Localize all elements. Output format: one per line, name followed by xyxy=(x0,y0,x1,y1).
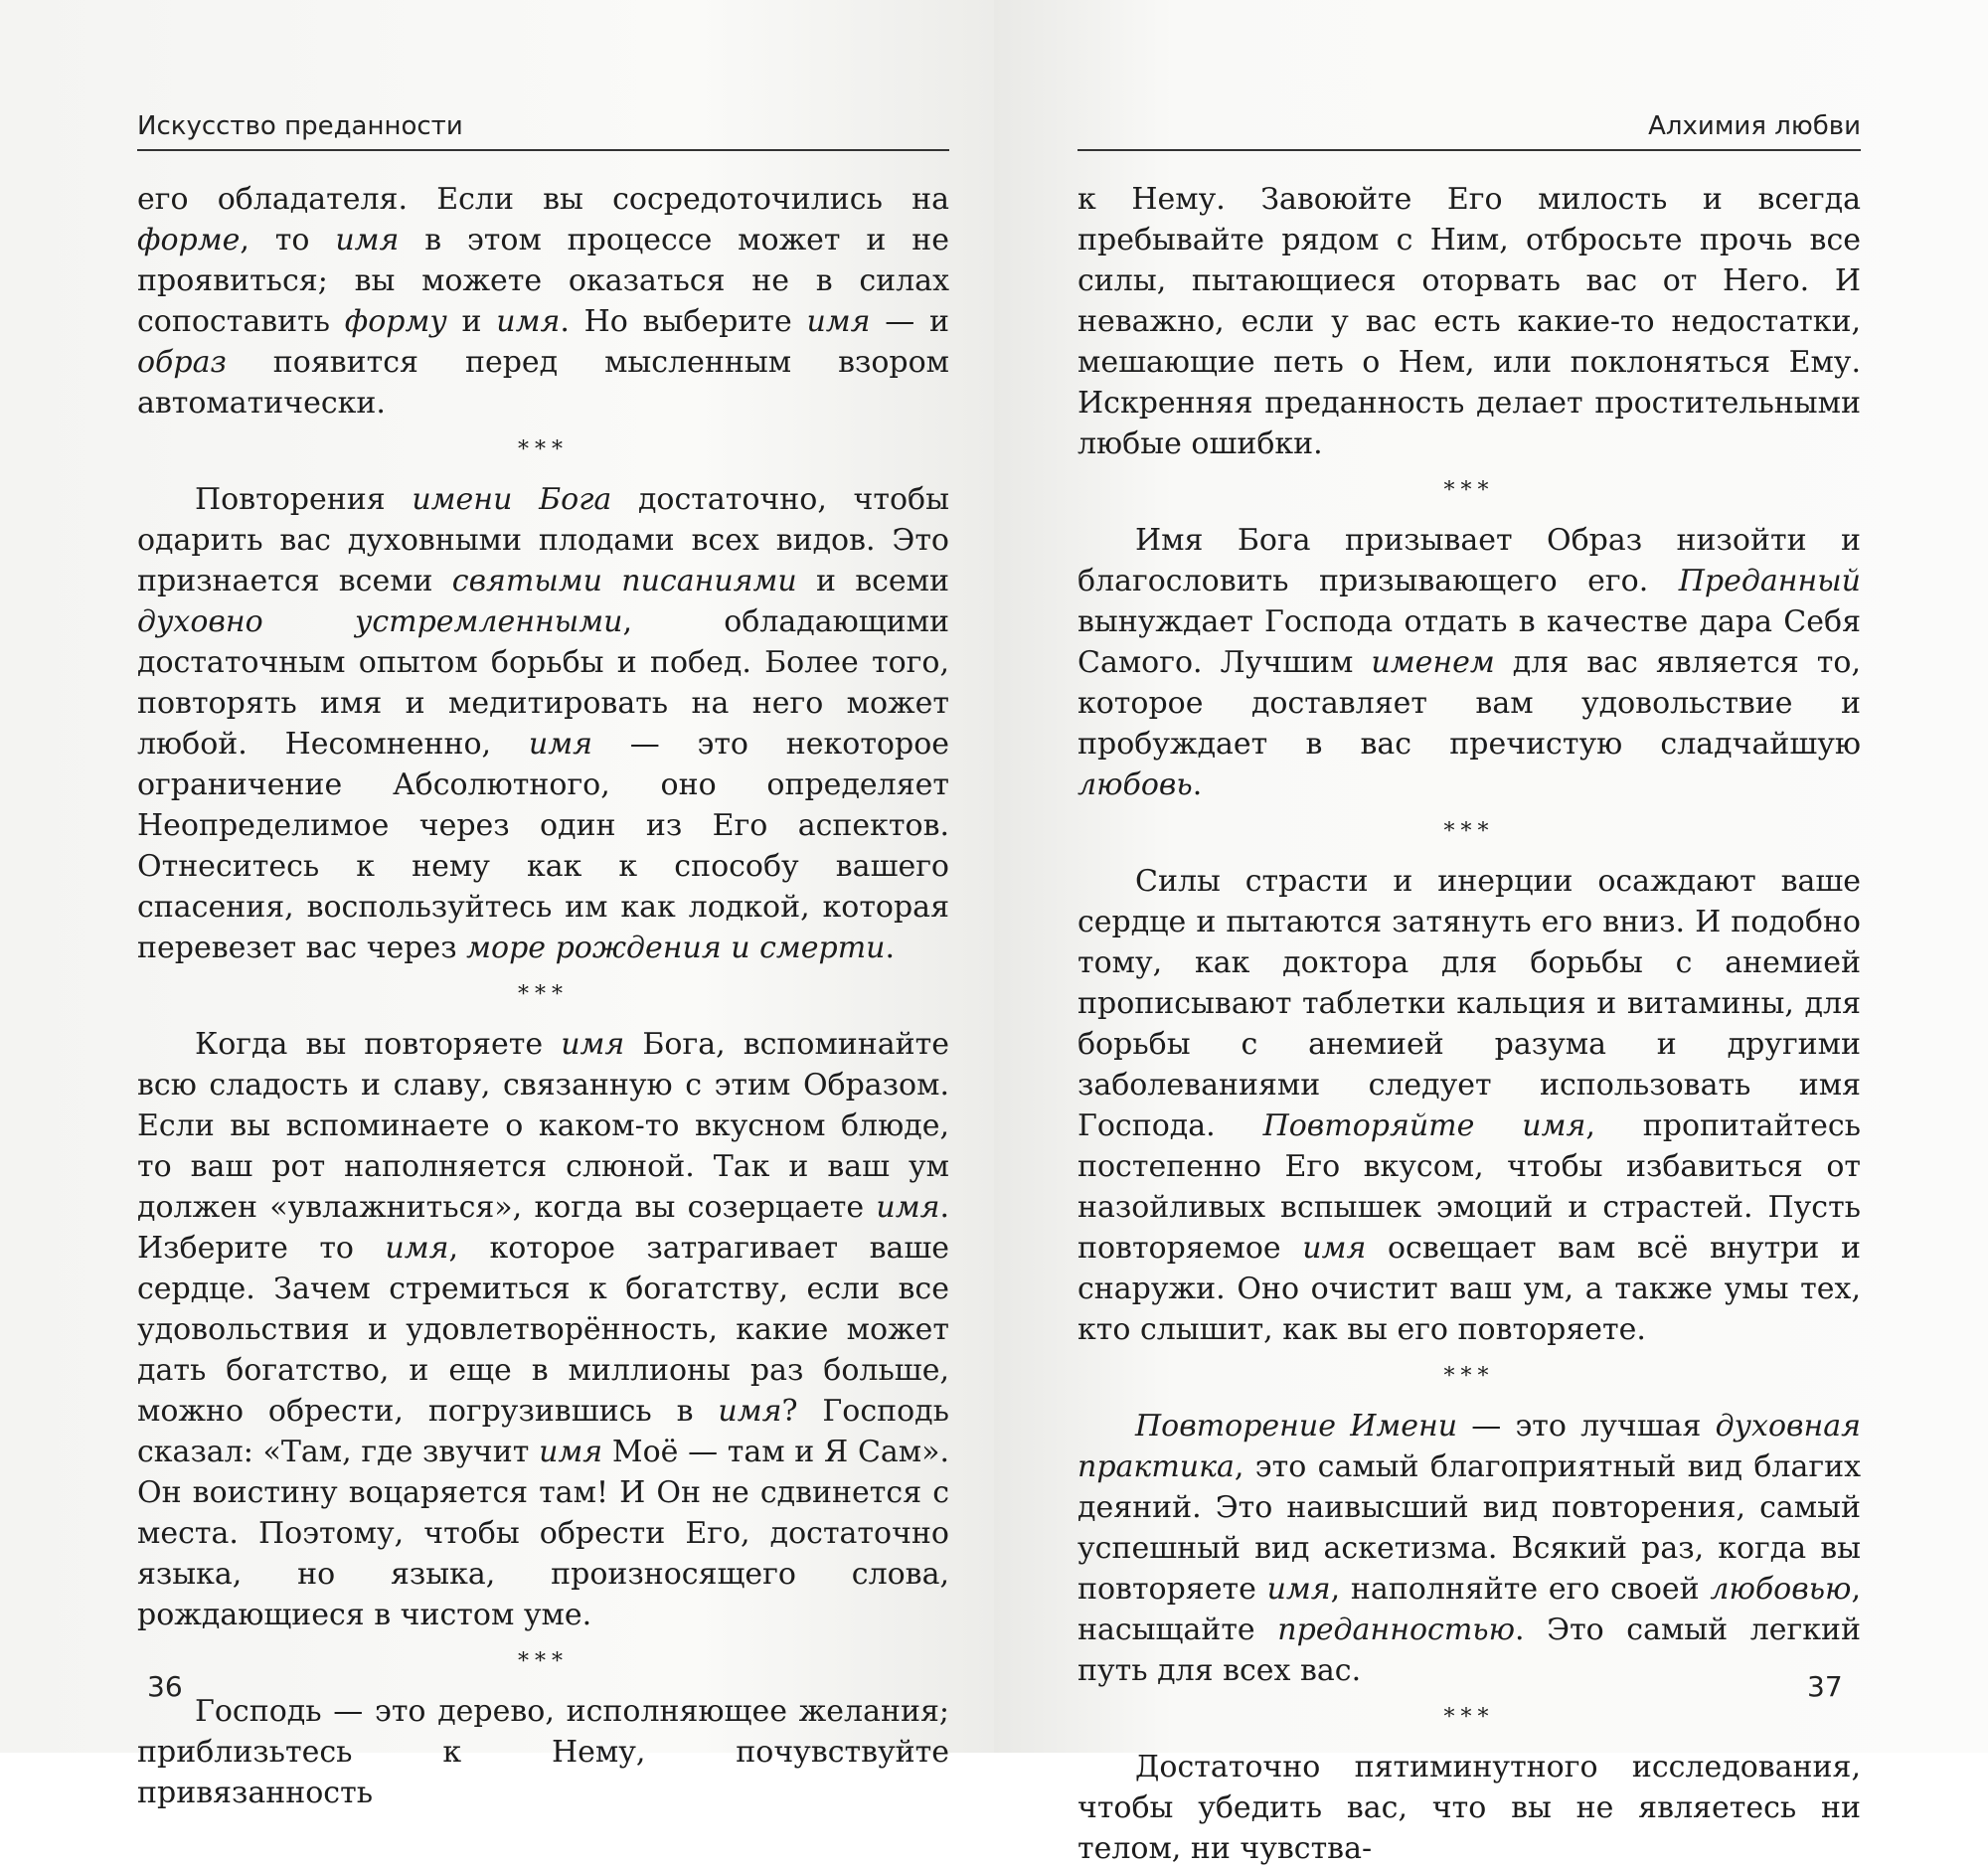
text-run: . Но выберите xyxy=(560,304,807,339)
italic-run: святыми писаниями xyxy=(451,564,797,598)
text-run: для вас является то, которое доставляет вам удовольствие и пробуждает в вас пречистую сладчайшую xyxy=(1077,645,1861,762)
italic-run: именем xyxy=(1371,645,1495,680)
page-number: 36 xyxy=(147,1670,183,1703)
text-run: Когда вы повторяете xyxy=(195,1027,562,1062)
text-run: Силы страсти и инерции осаждают ваше сердце и пытаются затянуть его вниз. И подобно тому, как доктора для борьбы с анемией прописывают таблетки кальция и витамины, для борьбы с анемией разума и другими заболеваниями следует использовать имя Господа. xyxy=(1077,864,1861,1143)
italic-run: форме xyxy=(137,223,241,257)
paragraph xyxy=(1077,1406,1861,1691)
text-run: в этом процессе может и не проявиться; вы можете оказаться не в силах сопоставить xyxy=(137,223,949,339)
text-run: — и xyxy=(870,304,949,339)
right-page xyxy=(994,0,1988,1866)
running-head: Искусство преданности xyxy=(137,111,949,151)
text-run: Повторения xyxy=(195,482,413,517)
text-run: Бога, вспоминайте всю сладость и славу, связанную с этим Образом. Если вы вспоминаете о каком-то вкусном блюде, то ваш рот наполняется слюной. Так и ваш ум должен «увлажниться», когда вы созерцаете xyxy=(137,1027,949,1225)
text-run: и xyxy=(446,304,497,339)
paragraph xyxy=(1077,520,1861,805)
text-run: , наполняйте его своей xyxy=(1330,1572,1711,1607)
italic-run: имя xyxy=(561,1027,625,1062)
section-separator: *** xyxy=(1443,1705,1495,1730)
italic-run: имя xyxy=(539,1435,603,1469)
italic-run: имя xyxy=(385,1231,449,1266)
text-run: Моё — там и Я Сам». Он воистину воцаряется там! И Он не сдвинется с места. Поэтому, чтобы обрести Его, достаточно языка, но языка, произносящего слова, рождающиеся в чистом уме. xyxy=(137,1435,950,1632)
italic-run: имя xyxy=(1266,1572,1331,1607)
text-run: Господь — это дерево, исполняющее желания; приблизьтесь к Нему, почувствуйте привязанность xyxy=(137,1694,949,1810)
text-run: , которое затрагивает ваше сердце. Зачем стремиться к богатству, если все удовольствия и удовлетворённость, какие может дать богатство, и еще в миллионы раз больше, можно обрести, погрузившись в xyxy=(137,1231,950,1429)
italic-run: имя xyxy=(876,1190,940,1225)
section-separator: *** xyxy=(518,1649,569,1674)
paragraph xyxy=(1077,861,1861,1350)
text-run: , насыщайте xyxy=(1077,1572,1861,1647)
text-run: Достаточно пятиминутного исследования, чтобы убедить вас, что вы не являетесь ни телом, ни чувства- xyxy=(1077,1750,1861,1866)
text-run: , обладающими достаточным опытом борьбы и побед. Более того, повторять имя и медитировать на него может любой. Несомненно, xyxy=(137,604,949,762)
text-run: , пропитайтесь постепенно Его вкусом, чтобы избавиться от назойливых вспышек эмоций и страстей. Пусть повторяемое xyxy=(1077,1108,1861,1266)
page-text xyxy=(1077,179,1861,1869)
italic-run: море рождения и смерти xyxy=(466,931,886,965)
text-run: . xyxy=(1192,767,1203,802)
text-run: , то xyxy=(240,223,336,257)
italic-run: духовная практика xyxy=(1077,1409,1861,1484)
italic-run: любовью xyxy=(1710,1572,1852,1607)
italic-run: имя xyxy=(718,1394,782,1429)
italic-run: Повторяйте имя xyxy=(1262,1108,1586,1143)
italic-run: имени Бога xyxy=(412,482,612,517)
paragraph xyxy=(137,479,949,968)
italic-run: имя xyxy=(528,727,592,762)
italic-run: форму xyxy=(344,304,447,339)
section-separator: *** xyxy=(1443,1364,1495,1389)
italic-run: имя xyxy=(496,304,561,339)
italic-run: преданностью xyxy=(1277,1613,1516,1647)
section-separator: *** xyxy=(518,982,569,1007)
text-run: освещает вам всё внутри и снаружи. Оно очистит ваш ум, а также умы тех, кто слышит, как вы его повторяете. xyxy=(1077,1231,1861,1347)
section-separator: *** xyxy=(1443,478,1495,503)
text-run: — это лучшая xyxy=(1457,1409,1716,1444)
text-run: появится перед мысленным взором автоматически. xyxy=(137,345,949,421)
italic-run: Повторение Имени xyxy=(1135,1409,1458,1444)
text-run: достаточно, чтобы одарить вас духовными плодами всех видов. Это признается всеми xyxy=(137,482,949,598)
text-run: вынуждает Господа отдать в качестве дара Себя Самого. Лучшим xyxy=(1077,604,1861,680)
text-run: ? Господь сказал: «Там, где звучит xyxy=(137,1394,949,1469)
text-run: к Нему. Завоюйте Его милость и всегда пребывайте рядом с Ним, отбросьте прочь все силы, пытающиеся оторвать вас от Него. И неважно, если у вас есть какие-то недостатки, мешающие петь о Нем, или поклоняться Ему. Искренняя преданность делает простительными любые ошибки. xyxy=(1077,182,1861,461)
paragraph xyxy=(137,1024,949,1635)
text-run: и всеми xyxy=(796,564,949,598)
section-separator: *** xyxy=(518,437,569,462)
italic-run: имя xyxy=(1302,1231,1367,1266)
text-run: . Это самый легкий путь для всех вас. xyxy=(1077,1613,1862,1688)
section-separator: *** xyxy=(1443,819,1495,844)
italic-run: любовь xyxy=(1077,767,1193,802)
text-run: . xyxy=(885,931,896,965)
paragraph xyxy=(137,179,949,424)
italic-run: имя xyxy=(335,223,400,257)
text-run: . Изберите то xyxy=(137,1190,949,1266)
paragraph xyxy=(1077,179,1861,464)
text-run: его обладателя. Если вы сосредоточились на xyxy=(137,182,949,217)
paragraph xyxy=(1077,1747,1861,1869)
running-head: Алхимия любви xyxy=(1077,111,1861,151)
text-run: , это самый благоприятный вид благих деяний. Это наивысший вид повторения, самый успешный вид аскетизма. Всякий раз, когда вы повторяете xyxy=(1077,1449,1861,1607)
italic-run: имя xyxy=(806,304,871,339)
left-page xyxy=(0,0,994,1810)
italic-run: образ xyxy=(137,345,227,380)
page-number: 37 xyxy=(1807,1670,1843,1703)
text-run: — это некоторое ограничение Абсолютного, оно определяет Неопределимое через один из Его аспектов. Отнеситесь к нему как к способу вашего спасения, воспользуйтесь им как лодкой, которая перевезет вас через xyxy=(137,727,950,965)
text-run: Имя Бога призывает Образ низойти и благословить призывающего его. xyxy=(1077,523,1861,598)
italic-run: духовно устремленными xyxy=(137,604,623,639)
italic-run: Преданный xyxy=(1678,564,1861,598)
page-text xyxy=(137,179,949,1813)
